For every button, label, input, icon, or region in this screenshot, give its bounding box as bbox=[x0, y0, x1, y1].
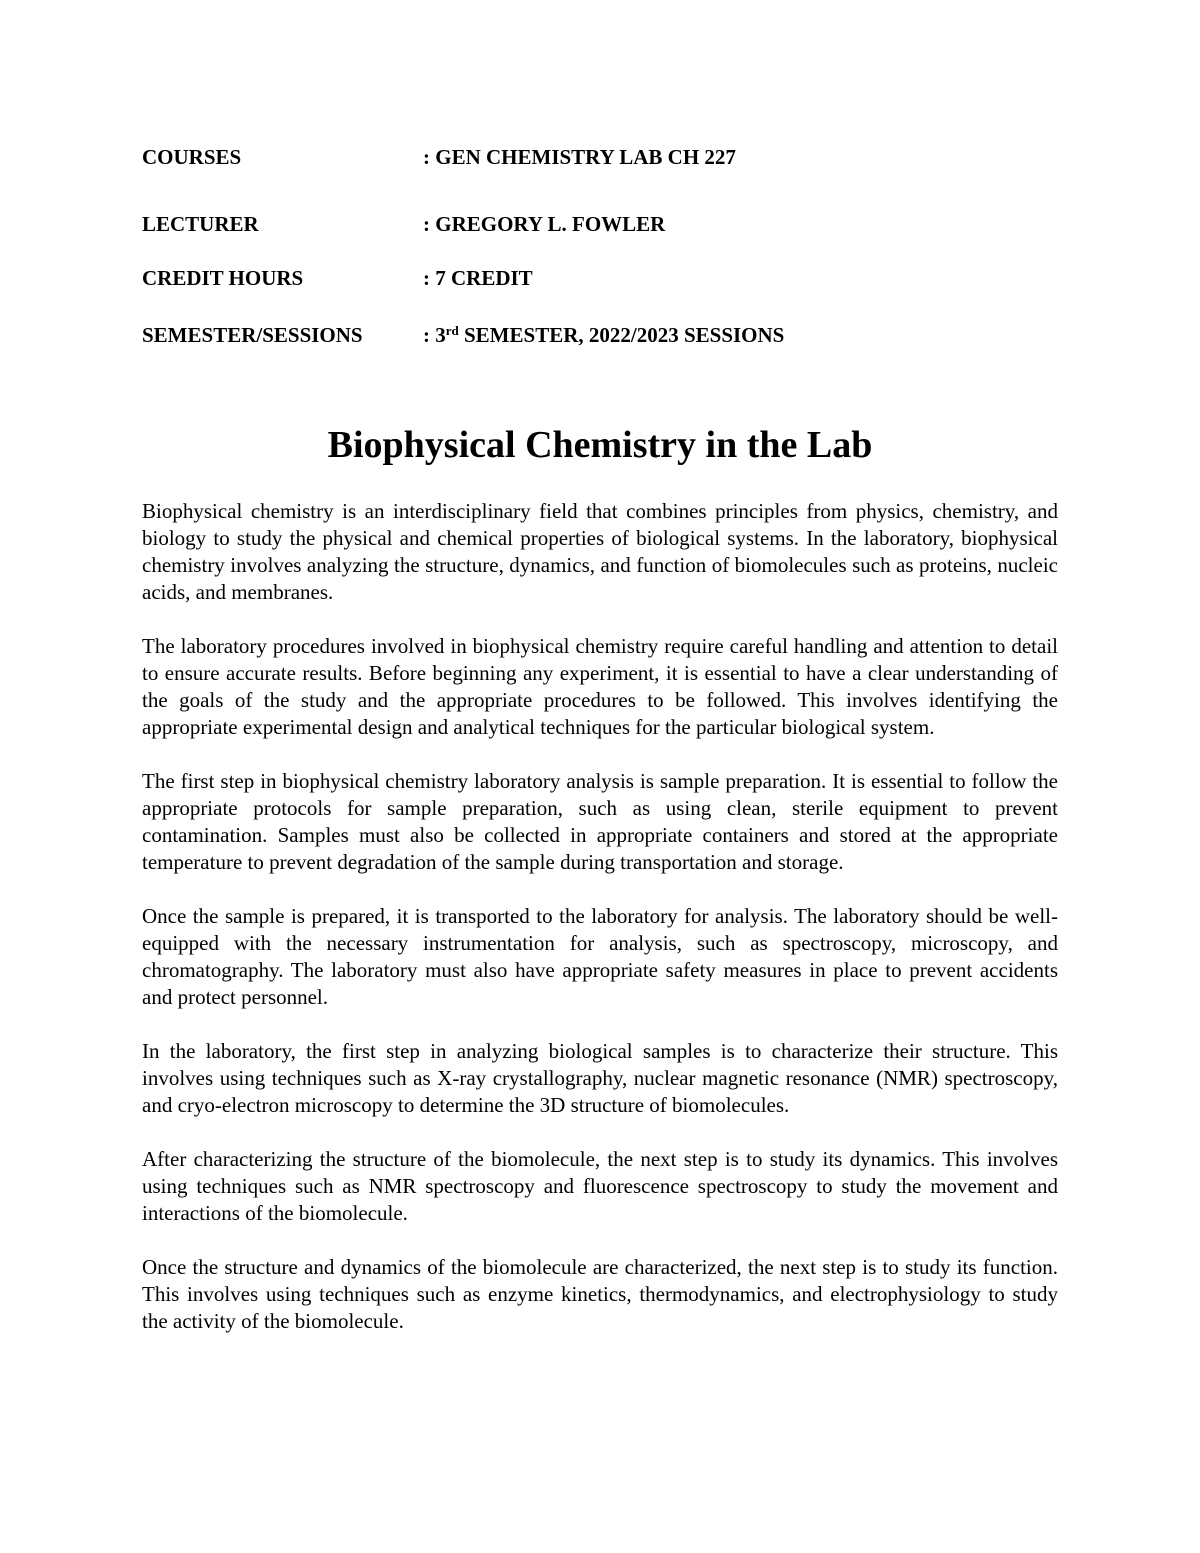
document-body bbox=[142, 498, 1058, 1362]
semester-ordinal-suffix: rd bbox=[445, 323, 459, 338]
courses-value: : GEN CHEMISTRY LAB CH 227 bbox=[423, 145, 736, 169]
document-title: Biophysical Chemistry in the Lab bbox=[327, 424, 873, 466]
paragraph-procedures: The laboratory procedures involved in biophysical chemistry require careful handling and attention to detail to ensure accurate results. Before beginning any experiment, it is essential to have a clear understanding of the goals of the study and the appropriate procedures to be followed. This involves identifying the appropriate experimental design and analytical techniques for the particular biological system. bbox=[142, 634, 1058, 739]
paragraph-dynamics: After characterizing the structure of the biomolecule, the next step is to study its dynamics. This involves using techniques such as NMR spectroscopy and fluorescence spectroscopy to study the movement and interactions of the biomolecule. bbox=[142, 1147, 1058, 1225]
paragraph-transport: Once the sample is prepared, it is transported to the laboratory for analysis. The laboratory should be well-equipped with the necessary instrumentation for analysis, such as spectroscopy, microscopy, and chromatography. The laboratory must also have appropriate safety measures in place to prevent accidents and protect personnel. bbox=[142, 904, 1058, 1009]
lecturer-value: : GREGORY L. FOWLER bbox=[423, 212, 666, 236]
semester-value-suffix: SEMESTER, 2022/2023 SESSIONS bbox=[458, 323, 785, 347]
lecturer-label: LECTURER bbox=[142, 212, 259, 236]
paragraph-sample-preparation: The first step in biophysical chemistry laboratory analysis is sample preparation. It is essential to follow the appropriate protocols for sample preparation, such as using clean, sterile equipment to prevent contamination. Samples must also be collected in appropriate containers and stored at the appropriate temperature to prevent degradation of the sample during transportation and storage. bbox=[142, 769, 1058, 874]
semester-label: SEMESTER/SESSIONS bbox=[142, 323, 363, 347]
credit-hours-label: CREDIT HOURS bbox=[142, 266, 304, 290]
paragraph-structure: In the laboratory, the first step in analyzing biological samples is to characterize their structure. This involves using techniques such as X-ray crystallography, nuclear magnetic resonance (NMR) spectroscopy, and cryo-electron microscopy to determine the 3D structure of biomolecules. bbox=[142, 1039, 1058, 1117]
semester-value-prefix: : 3 bbox=[423, 323, 446, 347]
paragraph-intro: Biophysical chemistry is an interdisciplinary field that combines principles from physics, chemistry, and biology to study the physical and chemical properties of biological systems. In the laboratory, biophysical chemistry involves analyzing the structure, dynamics, and function of biomolecules such as proteins, nucleic acids, and membranes. bbox=[142, 499, 1058, 604]
credit-hours-value: : 7 CREDIT bbox=[423, 266, 533, 290]
paragraph-function: Once the structure and dynamics of the biomolecule are characterized, the next step is to study its function. This involves using techniques such as enzyme kinetics, thermodynamics, and electrophysiology to study the activity of the biomolecule. bbox=[142, 1255, 1058, 1333]
courses-label: COURSES bbox=[142, 145, 242, 169]
semester-value bbox=[423, 322, 784, 348]
